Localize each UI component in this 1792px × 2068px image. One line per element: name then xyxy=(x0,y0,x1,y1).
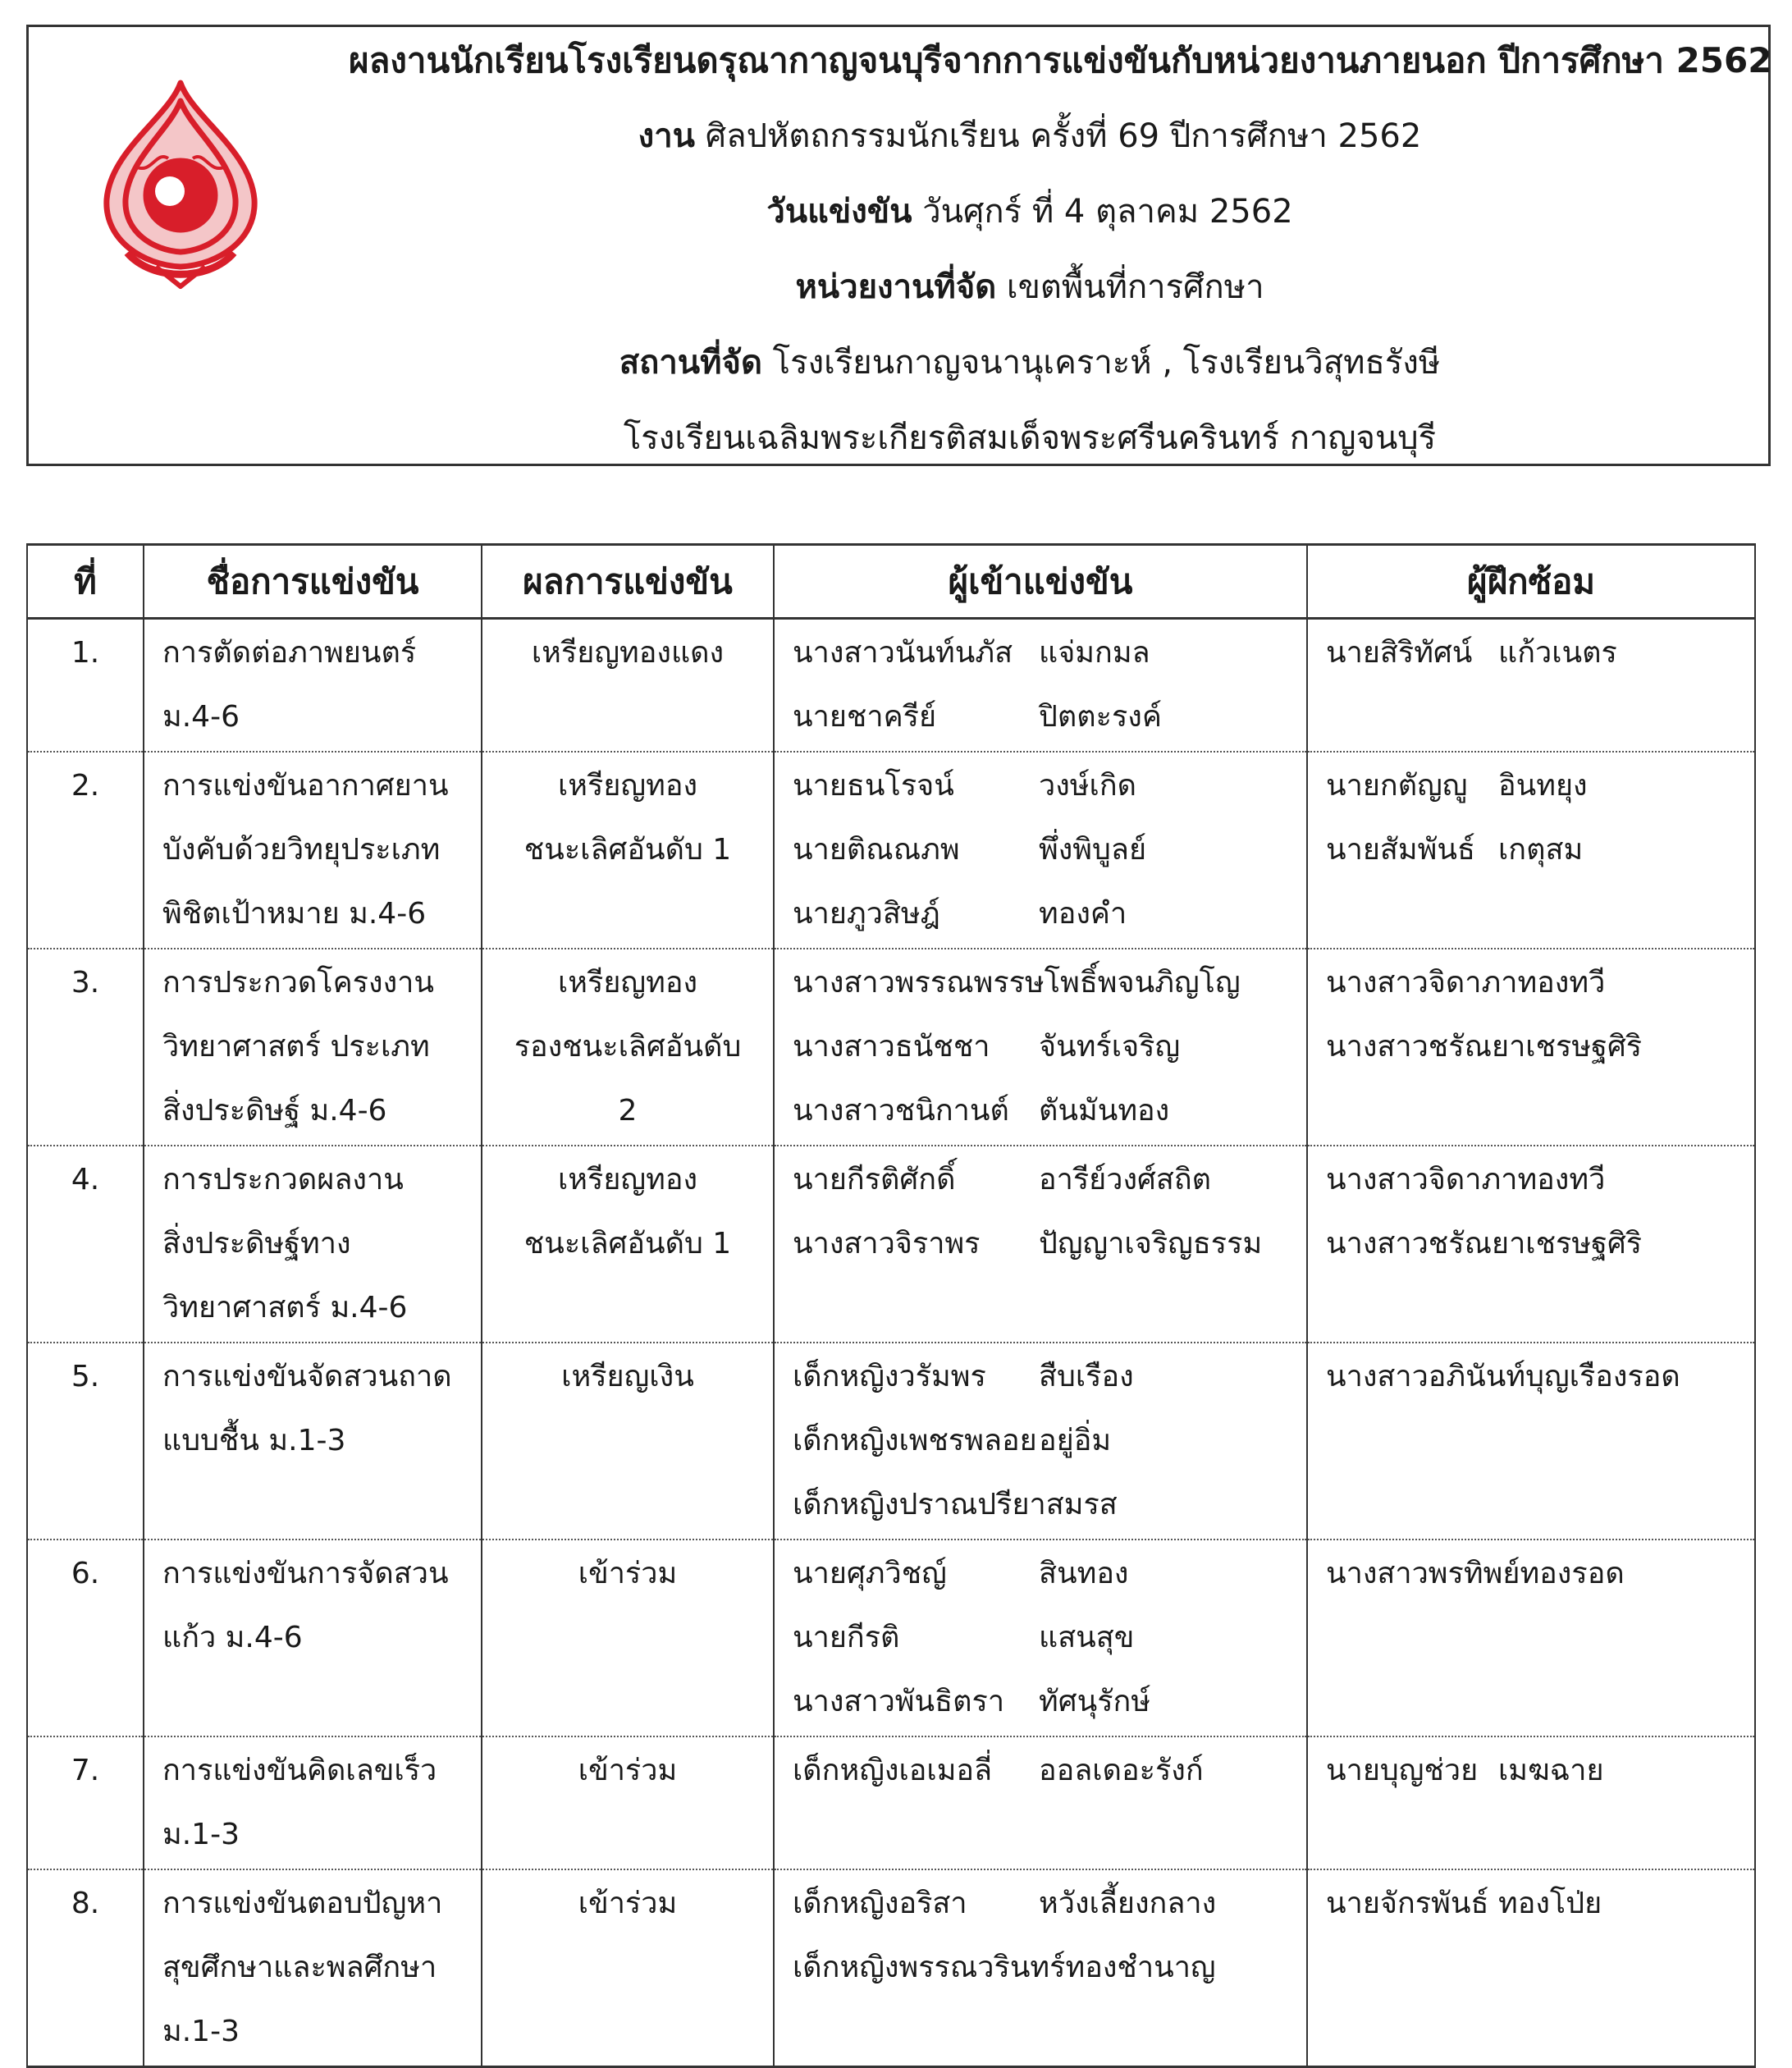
competitor-last-name: จันทร์เจริญ xyxy=(1039,1030,1181,1064)
competitor-last-name: สืบเรือง xyxy=(1039,1360,1134,1393)
cell-competitors xyxy=(774,1343,1307,1540)
competitor-first-name: นางสาวพันธิตรา xyxy=(793,1685,1005,1718)
column-header-competition: ชื่อการแข่งขัน xyxy=(144,545,482,619)
cell-competition xyxy=(144,619,482,753)
cell-result xyxy=(482,1146,774,1343)
competitor-last-name: ทัศนุรักษ์ xyxy=(1039,1685,1151,1718)
coach-first-name: นางสาวจิดาภา xyxy=(1326,1163,1518,1196)
result-line: เหรียญเงิน xyxy=(561,1360,694,1393)
cell-competition xyxy=(144,949,482,1146)
coach-name xyxy=(1326,754,1736,818)
cell-no: 8. xyxy=(27,1869,144,2067)
result-line: เข้าร่วม xyxy=(578,1754,678,1787)
competition-line: วิทยาศาสตร์ ประเภท xyxy=(162,1030,430,1064)
event-value: ศิลปหัตถกรรมนักเรียน ครั้งที่ 69 ปีการศึกษา 2562 xyxy=(705,117,1422,155)
competitor-last-name: พึ่งพิบูลย์ xyxy=(1039,833,1147,867)
competitor-name xyxy=(793,1409,1288,1473)
results-table xyxy=(26,543,1756,2068)
competitor-last-name: อารีย์วงศ์สถิต xyxy=(1039,1163,1212,1196)
cell-competitors xyxy=(774,619,1307,753)
competition-line: สิ่งประดิษฐ์ ม.4-6 xyxy=(162,1094,387,1128)
result-line: เหรียญทอง xyxy=(557,966,698,1000)
competition-line: การแข่งขันอากาศยาน xyxy=(162,769,449,803)
competition-line: แก้ว ม.4-6 xyxy=(162,1621,303,1654)
venue-line-2: โรงเรียนเฉลิมพระเกียรติสมเด็จพระศรีนครินทร์ กาญจนบุรี xyxy=(623,419,1437,457)
cell-no: 2. xyxy=(27,752,144,949)
coach-last-name: อินทยุง xyxy=(1498,769,1588,803)
cell-no: 3. xyxy=(27,949,144,1146)
event-line xyxy=(299,116,1760,157)
cell-competitors xyxy=(774,1736,1307,1869)
competition-line: ม.4-6 xyxy=(162,700,240,734)
competition-line: แบบชื้น ม.1-3 xyxy=(162,1424,346,1457)
coach-first-name: นายสัมพันธ์ xyxy=(1326,833,1475,867)
coach-last-name: เชรษฐศิริ xyxy=(1525,1030,1643,1064)
coach-first-name: นางสาวพรทิพย์ xyxy=(1326,1557,1520,1590)
coach-name xyxy=(1326,818,1736,882)
coach-last-name: ทองรอด xyxy=(1520,1557,1625,1590)
competition-line: สุขศึกษาและพลศึกษา xyxy=(162,1951,437,1984)
cell-competition xyxy=(144,1540,482,1736)
cell-result xyxy=(482,949,774,1146)
organizer-label: หน่วยงานที่จัด xyxy=(795,268,997,306)
competitor-last-name: สมรส xyxy=(1045,1488,1118,1521)
cell-coaches xyxy=(1307,1540,1755,1736)
table-row xyxy=(27,1540,1755,1736)
competition-line: พิชิตเป้าหมาย ม.4-6 xyxy=(162,897,427,931)
column-header-result: ผลการแข่งขัน xyxy=(482,545,774,619)
competition-line: การประกวดผลงาน xyxy=(162,1163,404,1196)
venue-label: สถานที่จัด xyxy=(619,344,762,382)
competitor-last-name: ทองคำ xyxy=(1039,897,1127,931)
coach-name xyxy=(1326,1148,1736,1212)
coach-first-name: นางสาวชรัณยา xyxy=(1326,1227,1526,1260)
document-title: ผลงานนักเรียนโรงเรียนดรุณากาญจนบุรีจากการแข่งขันกับหน่วยงานภายนอก ปีการศึกษา 2562 xyxy=(349,40,1772,80)
competition-line: การตัดต่อภาพยนตร์ xyxy=(162,636,417,670)
result-line: ชนะเลิศอันดับ 1 xyxy=(523,833,732,867)
competitor-last-name: อยู่อิ่ม xyxy=(1039,1424,1112,1457)
competitor-name xyxy=(793,621,1288,685)
competitor-first-name: นางสาวชนิกานต์ xyxy=(793,1094,1009,1128)
competitor-name xyxy=(793,1936,1288,2000)
table-row xyxy=(27,619,1755,753)
coach-first-name: นายจักรพันธ์ xyxy=(1326,1887,1489,1920)
coach-first-name: นายบุญช่วย xyxy=(1326,1754,1479,1787)
competitor-name xyxy=(793,1345,1288,1409)
competitor-name xyxy=(793,1670,1288,1734)
coach-last-name: เมฆฉาย xyxy=(1498,1754,1604,1787)
table-body xyxy=(27,619,1755,2067)
coach-name xyxy=(1326,1872,1736,1936)
coach-first-name: นางสาวจิดาภา xyxy=(1326,966,1518,1000)
competitor-last-name: แสนสุข xyxy=(1039,1621,1135,1654)
result-line: เหรียญทองแดง xyxy=(531,636,725,670)
column-header-competitors: ผู้เข้าแข่งขัน xyxy=(774,545,1307,619)
competitor-name xyxy=(793,1015,1288,1079)
competitor-last-name: ทองชำนาญ xyxy=(1065,1951,1216,1984)
coach-last-name: ทองโป่ย xyxy=(1498,1887,1602,1920)
result-line: 2 xyxy=(618,1094,638,1128)
column-header-no: ที่ xyxy=(27,545,144,619)
cell-coaches xyxy=(1307,1736,1755,1869)
venue-value: โรงเรียนกาญจนานุเคราะห์ , โรงเรียนวิสุทธรังษี xyxy=(772,344,1441,382)
date-line xyxy=(299,191,1760,232)
coach-name xyxy=(1326,1739,1736,1803)
competitor-last-name: แจ่มกมล xyxy=(1039,636,1150,670)
cell-competition xyxy=(144,1736,482,1869)
competitor-name xyxy=(793,1872,1288,1936)
table-row xyxy=(27,1146,1755,1343)
cell-competitors xyxy=(774,1869,1307,2067)
competitor-last-name: ตันมันทอง xyxy=(1039,1094,1170,1128)
competitor-last-name: หวังเลี้ยงกลาง xyxy=(1039,1887,1217,1920)
result-line: เหรียญทอง xyxy=(557,769,698,803)
coach-last-name: ทองทวี xyxy=(1517,966,1606,1000)
organizer-line xyxy=(299,267,1760,308)
coach-name xyxy=(1326,1345,1736,1409)
competitor-name xyxy=(793,1606,1288,1670)
coach-name xyxy=(1326,951,1736,1015)
cell-no: 6. xyxy=(27,1540,144,1736)
cell-result xyxy=(482,1736,774,1869)
competitor-first-name: นางสาวพรรณพรรษ xyxy=(793,966,1045,1000)
competitor-first-name: นายกีรติศักดิ์ xyxy=(793,1163,956,1196)
coach-first-name: นางสาวชรัณยา xyxy=(1326,1030,1526,1064)
coach-first-name: นายกตัญญู xyxy=(1326,769,1468,803)
competitor-last-name: ปิตตะรงค์ xyxy=(1039,700,1162,734)
cell-coaches xyxy=(1307,1869,1755,2067)
table-row xyxy=(27,752,1755,949)
cell-competitors xyxy=(774,1540,1307,1736)
competitor-first-name: นายกีรติ xyxy=(793,1621,900,1654)
column-header-coaches: ผู้ฝึกซ้อม xyxy=(1307,545,1755,619)
cell-coaches xyxy=(1307,1343,1755,1540)
competitor-first-name: เด็กหญิงวรัมพร xyxy=(793,1360,986,1393)
competitor-last-name: ออลเดอะรังก์ xyxy=(1039,1754,1204,1787)
competitor-name xyxy=(793,1079,1288,1143)
competition-line: ม.1-3 xyxy=(162,1818,240,1851)
coach-first-name: นางสาวอภินันท์ xyxy=(1326,1360,1526,1393)
competition-line: การแข่งขันการจัดสวน xyxy=(162,1557,449,1590)
competition-line: วิทยาศาสตร์ ม.4-6 xyxy=(162,1291,408,1325)
competitor-first-name: เด็กหญิงเอเมอลี่ xyxy=(793,1754,993,1787)
coach-last-name: เชรษฐศิริ xyxy=(1525,1227,1643,1260)
table-row xyxy=(27,1869,1755,2067)
competitor-name xyxy=(793,685,1288,749)
cell-coaches xyxy=(1307,752,1755,949)
competitor-last-name: วงษ์เกิด xyxy=(1039,769,1137,803)
result-line: รองชนะเลิศอันดับ xyxy=(514,1030,742,1064)
school-emblem-icon xyxy=(78,76,283,290)
competitor-first-name: นายธนโรจน์ xyxy=(793,769,954,803)
table-row xyxy=(27,1736,1755,1869)
result-line: เข้าร่วม xyxy=(578,1557,678,1590)
competition-line: การแข่งขันตอบปัญหา xyxy=(162,1887,443,1920)
competitor-first-name: เด็กหญิงปราณปรียา xyxy=(793,1488,1046,1521)
cell-result xyxy=(482,1343,774,1540)
cell-no: 5. xyxy=(27,1343,144,1540)
competitor-name xyxy=(793,882,1288,946)
coach-last-name: บุญเรืองรอด xyxy=(1525,1360,1680,1393)
result-line: เข้าร่วม xyxy=(578,1887,678,1920)
competitor-name xyxy=(793,1542,1288,1606)
date-value: วันศุกร์ ที่ 4 ตุลาคม 2562 xyxy=(922,193,1293,231)
cell-result xyxy=(482,619,774,753)
cell-competitors xyxy=(774,752,1307,949)
organizer-value: เขตพื้นที่การศึกษา xyxy=(1006,268,1264,306)
coach-first-name: นายสิริทัศน์ xyxy=(1326,636,1473,670)
cell-result xyxy=(482,1540,774,1736)
coach-last-name: เกตุสม xyxy=(1498,833,1584,867)
competitor-name xyxy=(793,951,1288,1015)
competitor-first-name: นายชาครีย์ xyxy=(793,700,937,734)
table-header-row xyxy=(27,545,1755,619)
cell-competition xyxy=(144,1146,482,1343)
competition-line: สิ่งประดิษฐ์ทาง xyxy=(162,1227,351,1260)
coach-name xyxy=(1326,1015,1736,1079)
competition-line: การแข่งขันคิดเลขเร็ว xyxy=(162,1754,437,1787)
table-row xyxy=(27,949,1755,1146)
cell-no: 1. xyxy=(27,619,144,753)
venue-line xyxy=(299,342,1760,383)
competition-line: การประกวดโครงงาน xyxy=(162,966,434,1000)
cell-coaches xyxy=(1307,1146,1755,1343)
cell-no: 4. xyxy=(27,1146,144,1343)
competitor-first-name: นางสาวธนัชชา xyxy=(793,1030,990,1064)
coach-name xyxy=(1326,621,1736,685)
competitor-first-name: เด็กหญิงอริสา xyxy=(793,1887,967,1920)
cell-competition xyxy=(144,1869,482,2067)
cell-no: 7. xyxy=(27,1736,144,1869)
header-box xyxy=(26,25,1771,466)
cell-coaches xyxy=(1307,619,1755,753)
coach-name xyxy=(1326,1212,1736,1276)
competitor-name xyxy=(793,818,1288,882)
competitor-name xyxy=(793,754,1288,818)
cell-competitors xyxy=(774,1146,1307,1343)
competitor-first-name: เด็กหญิงพรรณวรินทร์ xyxy=(793,1951,1066,1984)
competitor-last-name: โพธิ์พจนภิญโญ xyxy=(1044,966,1241,1000)
coach-name xyxy=(1326,1542,1736,1606)
competitor-first-name: นางสาวจิราพร xyxy=(793,1227,981,1260)
cell-result xyxy=(482,752,774,949)
competitor-first-name: นายติณณภพ xyxy=(793,833,960,867)
cell-coaches xyxy=(1307,949,1755,1146)
result-line: ชนะเลิศอันดับ 1 xyxy=(523,1227,732,1260)
competitor-last-name: สินทอง xyxy=(1039,1557,1129,1590)
competition-line: บังคับด้วยวิทยุประเภท xyxy=(162,833,441,867)
cell-result xyxy=(482,1869,774,2067)
coach-last-name: ทองทวี xyxy=(1517,1163,1606,1196)
table-row xyxy=(27,1343,1755,1540)
cell-competitors xyxy=(774,949,1307,1146)
competitor-name xyxy=(793,1212,1288,1276)
result-line: เหรียญทอง xyxy=(557,1163,698,1196)
competitor-name xyxy=(793,1148,1288,1212)
event-label: งาน xyxy=(638,117,695,155)
coach-last-name: แก้วเนตร xyxy=(1498,636,1617,670)
date-label: วันแข่งขัน xyxy=(766,193,912,231)
competitor-name xyxy=(793,1739,1288,1803)
competitor-first-name: เด็กหญิงเพชรพลอย xyxy=(793,1424,1037,1457)
competitor-first-name: นายศุภวิชญ์ xyxy=(793,1557,947,1590)
cell-competition xyxy=(144,752,482,949)
competitor-first-name: นางสาวนันท์นภัส xyxy=(793,636,1013,670)
competition-line: ม.1-3 xyxy=(162,2015,240,2048)
competitor-name xyxy=(793,1473,1288,1537)
competitor-last-name: ปัญญาเจริญธรรม xyxy=(1039,1227,1263,1260)
competitor-first-name: นายภูวสิษฎ์ xyxy=(793,897,940,931)
competition-line: การแข่งขันจัดสวนถาด xyxy=(162,1360,452,1393)
cell-competition xyxy=(144,1343,482,1540)
